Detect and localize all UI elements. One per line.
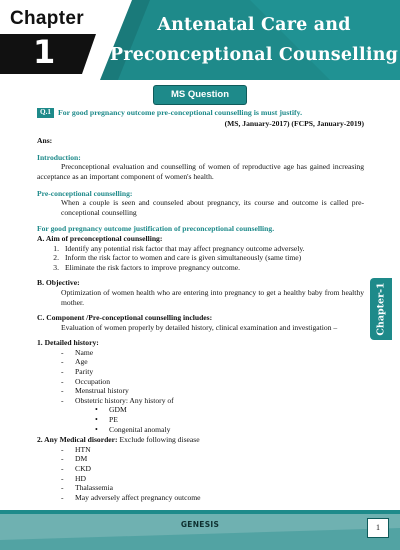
list-text: Thalassemia (75, 483, 113, 493)
preconceptional-heading: Pre-conceptional counselling: (37, 188, 133, 198)
list-text: May adversely affect pregnancy outcome (75, 492, 201, 502)
dash-bullet: - (61, 376, 64, 386)
list-item (61, 493, 364, 503)
aim-list (37, 244, 364, 273)
component-heading: C. Component /Pre-conceptional counselling includes: (37, 313, 213, 323)
list-item (61, 464, 364, 474)
dash-bullet: - (61, 367, 64, 377)
chapter-title-line-2: Preconceptional Counselling (109, 45, 399, 65)
list-number: 2. (53, 253, 59, 263)
dash-bullet: - (61, 454, 64, 464)
medical-disorder-subtitle: Exclude following disease (117, 435, 200, 445)
list-item (61, 357, 364, 367)
dash-bullet: - (61, 444, 64, 454)
page-number: 1 (367, 518, 389, 538)
list-text: Name (75, 347, 94, 357)
list-item (51, 263, 364, 273)
list-text: CKD (75, 464, 92, 473)
bullet-icon: • (95, 405, 98, 415)
brand-logo: GENESIS (180, 520, 220, 529)
list-item (61, 483, 364, 493)
page-content (37, 108, 364, 502)
section-label: MS Question (170, 89, 230, 100)
list-item (51, 244, 364, 254)
component-text: Evaluation of women properly by detailed history, clinical examination and investigation – (61, 322, 338, 332)
list-text: Menstrual history (75, 386, 129, 396)
question-badge: Q.1 (37, 108, 54, 118)
list-text: Eliminate the risk factors to improve pregnancy outcome. (65, 262, 241, 272)
objective-heading: B. Objective: (37, 278, 80, 288)
list-item (61, 396, 364, 406)
list-text: Parity (75, 367, 94, 377)
dash-bullet: - (61, 357, 64, 367)
list-item (95, 415, 364, 425)
chapter-label: Chapter (10, 8, 84, 29)
bullet-icon: • (95, 424, 98, 434)
list-text: PE (109, 415, 118, 425)
footer-decoration (0, 510, 400, 550)
dash-bullet: - (61, 464, 64, 473)
dash-bullet: - (61, 395, 64, 405)
chapter-number: 1 (33, 33, 56, 71)
introduction-heading: Introduction: (37, 152, 81, 162)
history-list (37, 348, 364, 406)
chapter-side-tab (370, 278, 392, 340)
introduction-text: Preconceptional evaluation and counselling of women of reproductive age has gained increasing acceptance as an important component of women's health. (37, 162, 364, 181)
dash-bullet: - (61, 483, 64, 493)
list-item (61, 474, 364, 484)
list-text: Occupation (75, 376, 111, 386)
question-source: (MS, January-2017) (FCPS, January-2019) (224, 118, 364, 128)
list-text: Obstetric history: Any history of (75, 395, 174, 405)
detailed-history-heading: 1. Detailed history: (37, 338, 99, 348)
list-item (61, 386, 364, 396)
medical-disorder-heading-row (37, 435, 364, 445)
side-tab-label: Chapter-1 (375, 282, 387, 336)
medical-disorder-heading: 2. Any Medical disorder: (37, 435, 118, 445)
question-text: For good pregnancy outcome pre-conceptional counselling is must justify. (57, 108, 303, 117)
aim-heading: A. Aim of preconceptional counselling: (37, 233, 163, 243)
list-item (61, 348, 364, 358)
list-text: Congenital anomaly (109, 424, 171, 434)
medical-disorder-list (37, 445, 364, 503)
chapter-title-line-1: Antenatal Care and (157, 15, 351, 35)
question-row (37, 108, 364, 118)
list-text: Inform the risk factor to women and care is given simultaneously (same time) (65, 253, 302, 263)
list-text: Age (75, 357, 88, 367)
list-number: 1. (53, 243, 59, 253)
list-text: Identify any potential risk factor that may affect pregnancy outcome adversely. (65, 243, 305, 253)
list-text: GDM (109, 405, 127, 415)
list-number: 3. (53, 262, 59, 272)
justification-heading: For good pregnancy outcome justification of preconceptional counselling. (37, 224, 275, 234)
preconceptional-text: When a couple is seen and counseled about pregnancy, its course and outcome is called pre-conceptional counselling (61, 198, 364, 217)
bullet-icon: • (95, 415, 98, 425)
section-label-pill (154, 86, 246, 104)
answer-label: Ans: (37, 136, 53, 146)
dash-bullet: - (61, 386, 64, 396)
list-item (61, 367, 364, 377)
objective-text: Optimization of women health who are entering into pregnancy to get a healthy baby from healthy mother. (61, 287, 364, 307)
list-text: DM (75, 454, 88, 464)
list-item (51, 253, 364, 263)
list-item (61, 445, 364, 455)
list-item (61, 377, 364, 387)
list-text: HTN (75, 444, 91, 454)
dash-bullet: - (61, 347, 64, 357)
list-item (61, 454, 364, 464)
dash-bullet: - (61, 473, 64, 483)
list-text: HD (75, 473, 86, 483)
list-item (95, 425, 364, 435)
list-item (95, 405, 364, 415)
dash-bullet: - (61, 492, 64, 502)
obstetric-history-list (37, 405, 364, 434)
